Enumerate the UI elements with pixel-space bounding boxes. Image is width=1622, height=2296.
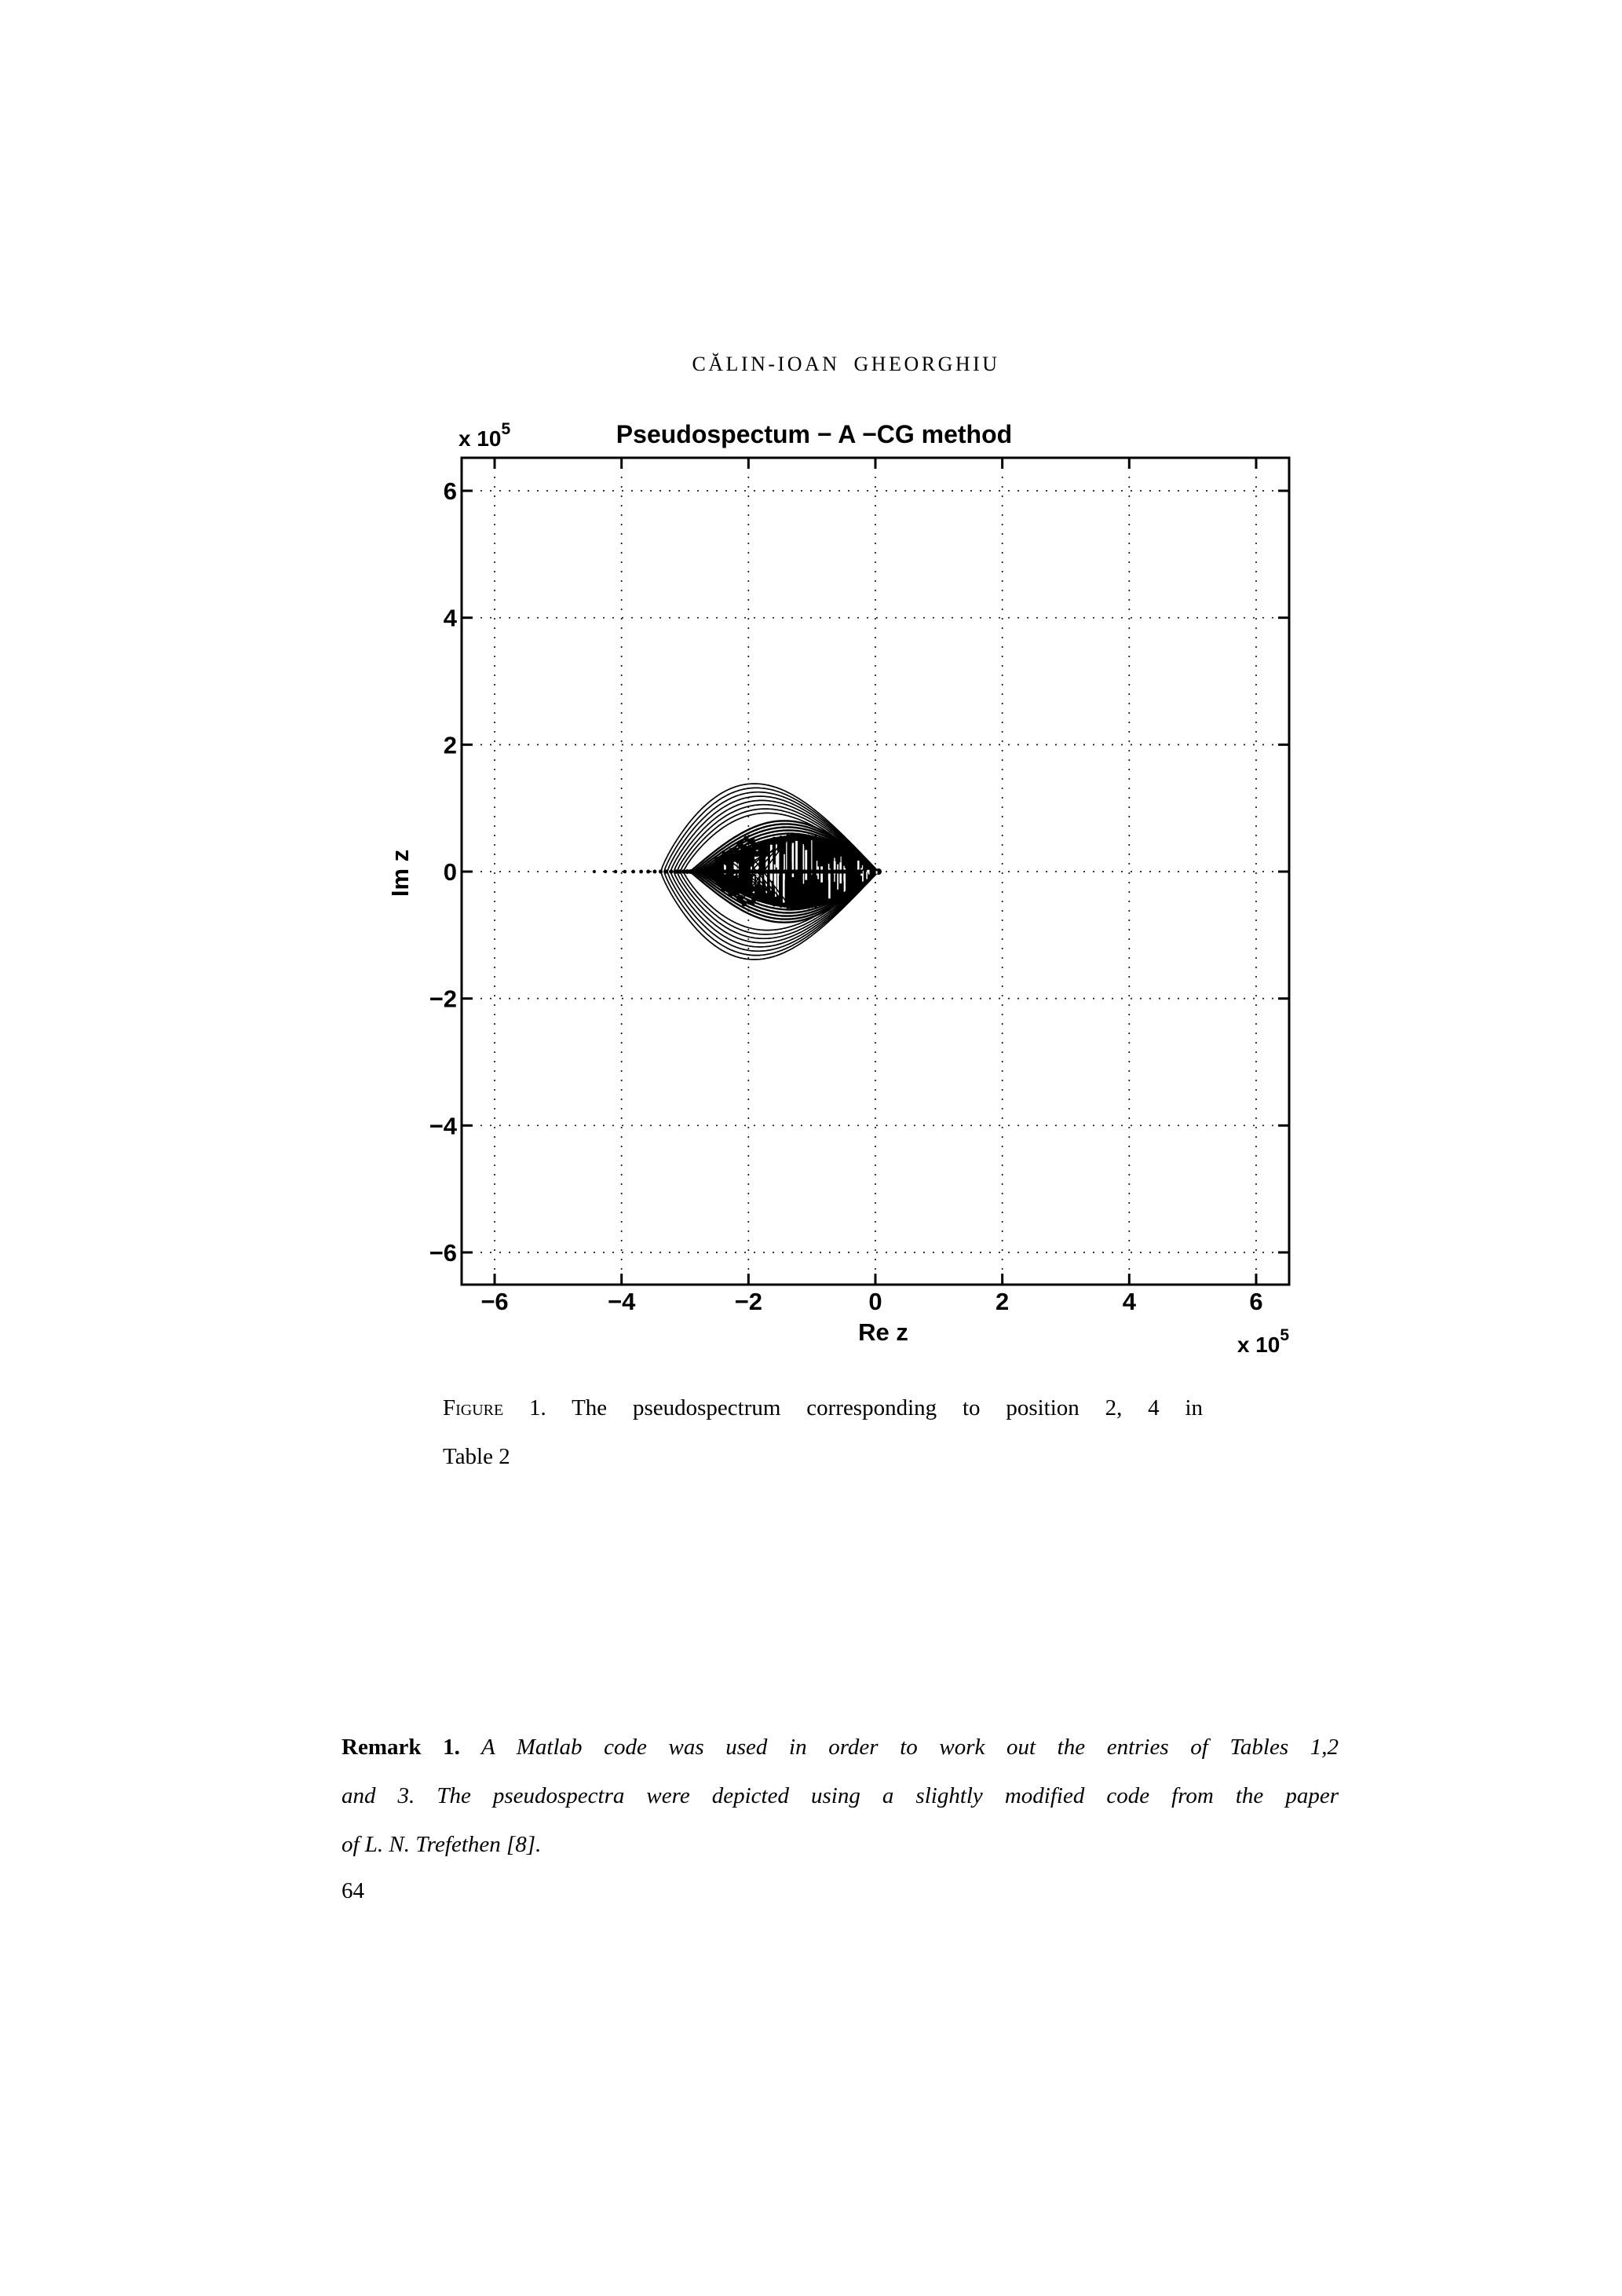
remark-line1 [342, 1723, 1339, 1771]
x-axis-label: Re z [858, 1318, 908, 1346]
eigenvalue-marker [751, 841, 756, 846]
y-tick-label: 2 [443, 731, 457, 759]
remark-label: Remark 1. [342, 1735, 460, 1760]
x-tick-label: 2 [995, 1288, 1010, 1315]
x-exponent-power: 5 [1280, 1326, 1289, 1344]
eigenvalue-marker [834, 842, 838, 846]
eigenvalue-marker [834, 898, 838, 901]
eigenvalue-marker [729, 892, 733, 897]
eigenvalue-marker [623, 870, 627, 874]
remark-paragraph [342, 1723, 1339, 1869]
y-exponent-base: x 10 [458, 426, 502, 451]
pseudospectrum-plot [369, 393, 1358, 1390]
chart-title: Pseudospectum − A −CG method [616, 420, 1013, 448]
running-head: CĂLIN-IOAN GHEORGHIU [692, 353, 1000, 375]
eigenvalue-marker [844, 848, 848, 852]
eigenvalue-marker [614, 870, 617, 873]
eigenvalue-marker [765, 900, 769, 904]
eigenvalue-marker [742, 901, 747, 906]
eigenvalue-marker [604, 870, 607, 873]
x-exponent-base: x 10 [1237, 1333, 1280, 1357]
y-tick-label: 0 [443, 858, 457, 886]
figure-caption-text: The pseudospectrum corresponding to position 2, 4 in [572, 1395, 1204, 1420]
y-tick-label: 6 [443, 477, 457, 506]
eigenvalue-marker [652, 869, 656, 873]
eigenvalue-marker [760, 848, 765, 853]
eigenvalue-marker [664, 869, 668, 873]
eigenvalue-marker [639, 870, 643, 874]
eigenvalue-marker [593, 870, 596, 873]
eigenvalue-marker [754, 852, 759, 857]
x-tick-label: −2 [734, 1288, 763, 1315]
x-tick-label: 6 [1249, 1288, 1263, 1315]
x-tick-label: 4 [1122, 1288, 1136, 1315]
figure-caption-line2: Table 2 [443, 1444, 510, 1469]
eigenvalue-marker [844, 890, 848, 894]
eigenvalue-marker [743, 835, 748, 840]
x-tick-label: −4 [608, 1288, 636, 1315]
eigenvalue-marker [837, 844, 841, 848]
eigenvalue-marker [806, 834, 810, 838]
remark-line3: of L. N. Trefethen [8]. [342, 1832, 542, 1857]
eigenvalue-marker [820, 901, 824, 905]
eigenvalue-marker [820, 837, 824, 841]
eigenvalue-marker [765, 839, 769, 843]
remark-line2: and 3. The pseudospectra were depicted using a slightly modified code from the paper [342, 1783, 1339, 1808]
eigenvalue-marker [762, 891, 766, 896]
x-tick-label: 0 [868, 1288, 882, 1315]
y-exponent-power: 5 [501, 420, 511, 438]
y-tick-label: −4 [429, 1112, 457, 1140]
page-number: 64 [342, 1878, 364, 1903]
plot-data [593, 784, 882, 960]
eigenvalue-marker [631, 870, 635, 874]
eigenvalue-marker [751, 898, 756, 902]
y-axis-label: Im z [386, 849, 414, 898]
figure-caption [443, 1384, 1203, 1481]
eigenvalue-marker [669, 869, 673, 873]
eigenvalue-marker [806, 905, 810, 909]
y-tick-label: 4 [443, 604, 457, 632]
eigenvalue-marker [674, 869, 678, 874]
y-axis-exponent [458, 420, 511, 451]
remark-text-1: A Matlab code was used in order to work out the entries of Tables 1,2 [480, 1735, 1339, 1760]
y-tick-label: −2 [429, 985, 457, 1013]
x-tick-label: −6 [480, 1288, 509, 1315]
y-tick-label: −6 [429, 1238, 457, 1267]
figure-1-chart [369, 393, 1358, 1390]
eigenvalue-marker [837, 894, 841, 898]
eigenvalue-marker [756, 893, 761, 898]
eigenvalue-marker [755, 845, 760, 850]
figure-caption-line1 [443, 1384, 1203, 1432]
eigenvalue-marker [646, 870, 650, 874]
x-axis-exponent [1237, 1326, 1290, 1357]
eigenvalue-marker [659, 869, 663, 873]
figure-caption-label: Figure 1. [443, 1395, 546, 1420]
eigenvalue-marker [747, 900, 751, 905]
